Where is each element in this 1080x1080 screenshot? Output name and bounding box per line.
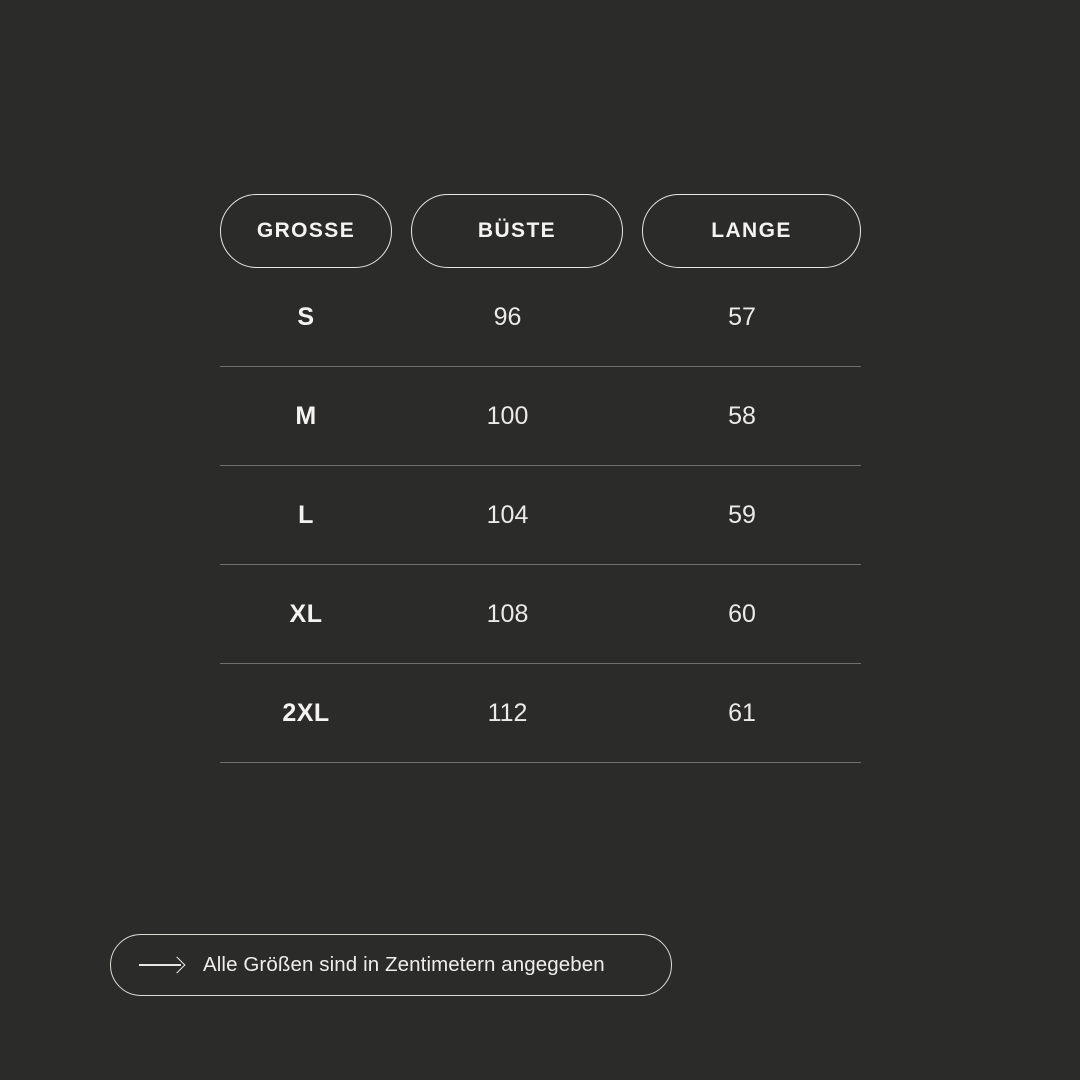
cell-size: M — [295, 401, 317, 430]
size-table — [220, 194, 861, 763]
cell-length: 59 — [728, 500, 756, 529]
column-header-length-label: LANGE — [711, 219, 792, 242]
column-header-length — [642, 194, 861, 268]
table-row — [220, 466, 861, 565]
cell-length: 60 — [728, 599, 756, 628]
column-header-size-label: GROSSE — [256, 219, 356, 242]
cell-length: 61 — [728, 698, 756, 727]
table-row — [220, 565, 861, 664]
measurement-unit-note-label: Alle Größen sind in Zentimetern angegeben — [203, 953, 605, 976]
cell-size: 2XL — [282, 698, 330, 727]
cell-size: S — [297, 302, 315, 331]
arrow-right-icon — [139, 958, 185, 972]
cell-length: 58 — [728, 401, 756, 430]
cell-bust: 104 — [486, 500, 529, 529]
column-header-bust — [411, 194, 623, 268]
cell-bust: 108 — [486, 599, 529, 628]
cell-bust: 100 — [486, 401, 529, 430]
column-header-size — [220, 194, 392, 268]
cell-size: XL — [289, 599, 323, 628]
measurement-unit-note — [110, 934, 672, 996]
table-header-row — [220, 194, 861, 268]
cell-bust: 96 — [493, 302, 522, 331]
table-row — [220, 367, 861, 466]
table-row — [220, 268, 861, 367]
cell-size: L — [298, 500, 314, 529]
cell-bust: 112 — [487, 698, 528, 727]
cell-length: 57 — [728, 302, 756, 331]
table-body — [220, 268, 861, 763]
table-row — [220, 664, 861, 763]
column-header-bust-label: BÜSTE — [477, 219, 557, 242]
